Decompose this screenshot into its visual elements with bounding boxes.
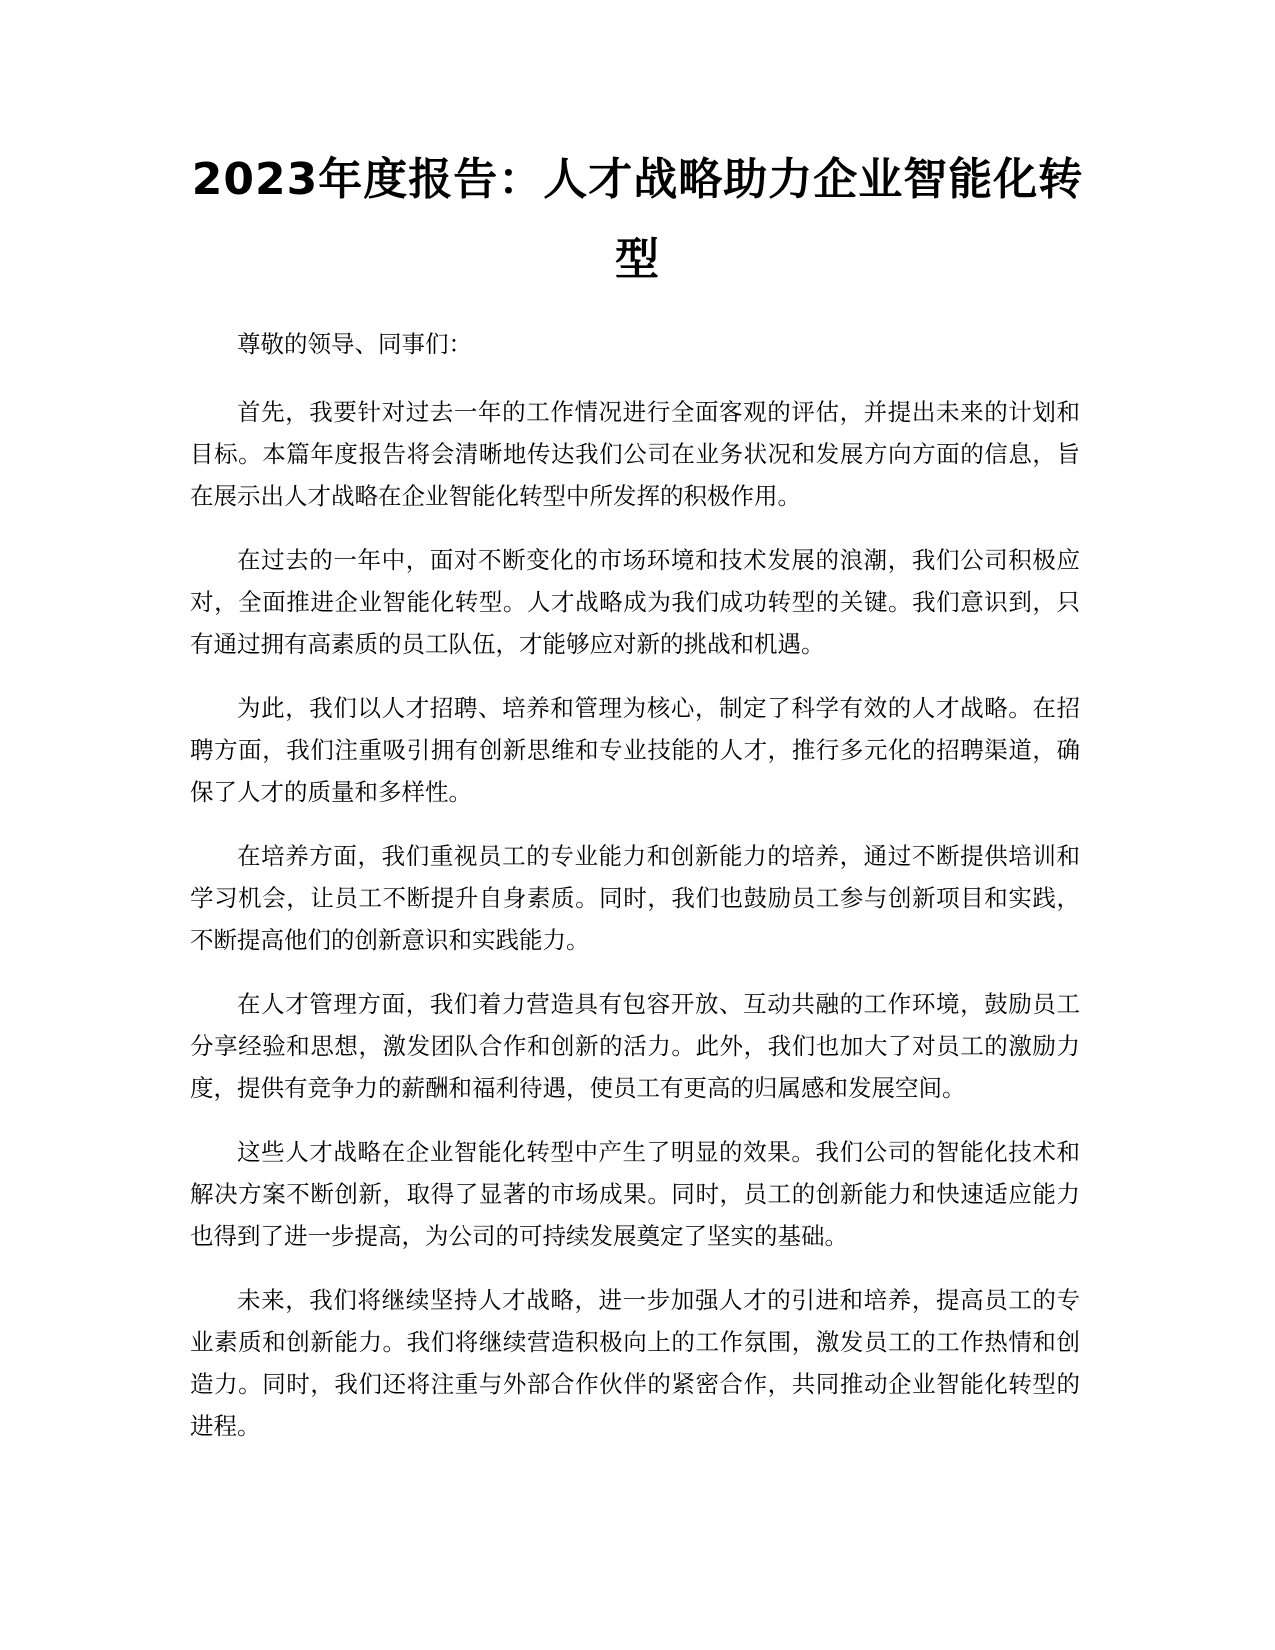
paragraph-2: 在过去的一年中，面对不断变化的市场环境和技术发展的浪潮，我们公司积极应对，全面推进企业智能化转型。人才战略成为我们成功转型的关键。我们意识到，只有通过拥有高素质的员工队伍，才能够应对新的挑战和机遇。 — [190, 546, 1080, 658]
paragraph-3: 为此，我们以人才招聘、培养和管理为核心，制定了科学有效的人才战略。在招聘方面，我们注重吸引拥有创新思维和专业技能的人才，推行多元化的招聘渠道，确保了人才的质量和多样性。 — [190, 694, 1080, 806]
salutation: 尊敬的领导、同事们： — [237, 330, 472, 358]
document-body — [190, 323, 1080, 1469]
paragraph-7: 未来，我们将继续坚持人才战略，进一步加强人才的引进和培养，提高员工的专业素质和创新能力。我们将继续营造积极向上的工作氛围，激发员工的工作热情和创造力。同时，我们还将注重与外部合作伙伴的紧密合作，共同推动企业智能化转型的进程。 — [190, 1286, 1080, 1440]
paragraph-6: 这些人才战略在企业智能化转型中产生了明显的效果。我们公司的智能化技术和解决方案不断创新，取得了显著的市场成果。同时，员工的创新能力和快速适应能力也得到了进一步提高，为公司的可持续发展奠定了坚实的基础。 — [190, 1138, 1080, 1250]
paragraph-5: 在人才管理方面，我们着力营造具有包容开放、互动共融的工作环境，鼓励员工分享经验和思想，激发团队合作和创新的活力。此外，我们也加大了对员工的激励力度，提供有竞争力的薪酬和福利待遇，使员工有更高的归属感和发展空间。 — [190, 990, 1080, 1102]
paragraph-1: 首先，我要针对过去一年的工作情况进行全面客观的评估，并提出未来的计划和目标。本篇年度报告将会清晰地传达我们公司在业务状况和发展方向方面的信息，旨在展示出人才战略在企业智能化转型中所发挥的积极作用。 — [190, 398, 1080, 510]
document-title: 2023年度报告：人才战略助力企业智能化转型 — [191, 154, 1084, 285]
paragraph-4: 在培养方面，我们重视员工的专业能力和创新能力的培养，通过不断提供培训和学习机会，让员工不断提升自身素质。同时，我们也鼓励员工参与创新项目和实践，不断提高他们的创新意识和实践能力。 — [190, 842, 1080, 954]
